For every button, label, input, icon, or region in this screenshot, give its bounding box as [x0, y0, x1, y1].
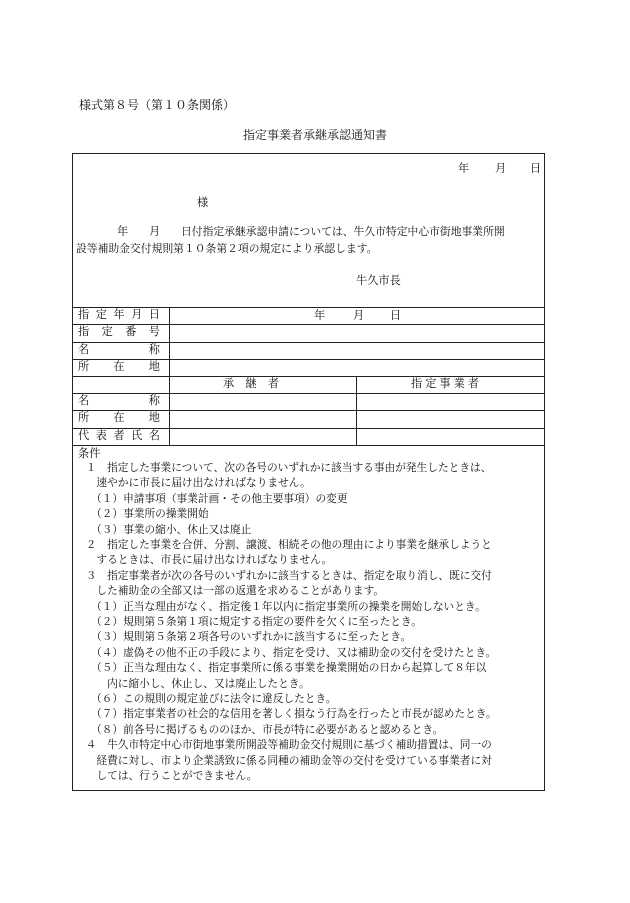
body-year: 年: [117, 225, 129, 238]
condition-line: 内に縮小し、休止し、又は廃止したとき。: [75, 676, 310, 690]
condition-line: ３ 指定事業者が次の各号のいずれかに該当するときは、指定を取り消し、既に交付: [75, 568, 492, 582]
representative-name-label: 代 表 者 氏 名: [78, 429, 160, 442]
notice-body-line-2: 設等補助金交付規則第１０条第２項の規定により承認します。: [76, 242, 378, 255]
designated-business-header: 指定事業者: [411, 377, 482, 390]
successor-name-label: 名 称: [78, 394, 160, 407]
date-day: 日: [530, 162, 542, 175]
condition-line: （６）この規則の規定並びに法令に違反したとき。: [75, 692, 337, 705]
condition-line: （８）前各号に掲げるもののほか、市長が特に必要があると認めるとき。: [75, 722, 444, 736]
condition-line: するときは、市長に届け出なければなりません。: [75, 553, 333, 567]
condition-line: （２）事業所の操業開始: [75, 507, 209, 521]
condition-line: した補助金の全部又は一部の返還を求めることがあります。: [75, 584, 385, 598]
condition-line: （７）指定事業者の社会的な信用を著しく損なう行為を行ったと市長が認めたとき。: [75, 707, 497, 721]
date-month: 月: [495, 162, 507, 175]
condition-line: （４）虚偽その他不正の手段により、指定を受け、又は補助金の交付を受けたとき。: [75, 645, 497, 659]
body-month: 月: [149, 225, 161, 238]
form-frame: [72, 153, 545, 791]
address-label: 所 在 地: [78, 360, 160, 373]
designation-date-month: 月: [353, 309, 365, 322]
successor-header: 承 継 者: [223, 377, 279, 390]
designation-date-day: 日: [390, 309, 402, 322]
conditions-heading: 条件: [78, 447, 101, 460]
issuer: 牛久市長: [356, 274, 401, 287]
condition-line: （１）申請事項（事業計画・その他主要事項）の変更: [75, 491, 348, 505]
designation-date-label: 指 定 年 月 日: [78, 308, 160, 321]
condition-line: （３）事業の縮小、休止又は廃止: [75, 522, 252, 536]
designation-date-year: 年: [314, 309, 326, 322]
condition-line: 速やかに市長に届け出なければなりません。: [75, 476, 311, 490]
condition-line: （３）規則第５条第２項各号のいずれかに該当するに至ったとき。: [75, 630, 412, 644]
condition-line: （１）正当な理由がなく、指定後１年以内に指定事業所の操業を開始しないとき。: [75, 599, 486, 613]
date-year: 年: [458, 162, 470, 175]
condition-line: 経費に対し、市より企業誘致に係る同種の補助金等の交付を受けている事業者に対: [75, 753, 492, 767]
name-label: 名 称: [78, 343, 160, 356]
condition-line: １ 指定した事業について、次の各号のいずれかに該当する事由が発生したときは、: [75, 461, 492, 474]
notice-body-line-1: 日付指定承継承認申請については、牛久市特定中心市街地事業所開: [181, 225, 505, 238]
document-title: 指定事業者承継承認通知書: [242, 128, 387, 142]
condition-line: （２）規則第５条第１項に規定する指定の要件を欠くに至ったとき。: [75, 615, 422, 628]
condition-line: しては、行うことができません。: [75, 769, 258, 782]
condition-line: （５）正当な理由なく、指定事業所に係る事業を操業開始の日から起算して８年以: [75, 661, 487, 675]
form-number: 様式第８号（第１０条関係）: [79, 98, 236, 112]
designation-number-label: 指 定 番 号: [78, 325, 160, 338]
condition-line: ４ 牛久市特定中心市街地事業所開設等補助金交付規則に基づく補助措置は、同一の: [75, 738, 492, 752]
successor-address-label: 所 在 地: [78, 411, 160, 424]
condition-line: ２ 指定した事業を合併、分割、譲渡、相続その他の理由により事業を継承しようと: [75, 538, 492, 551]
recipient-honorific: 様: [197, 196, 209, 209]
